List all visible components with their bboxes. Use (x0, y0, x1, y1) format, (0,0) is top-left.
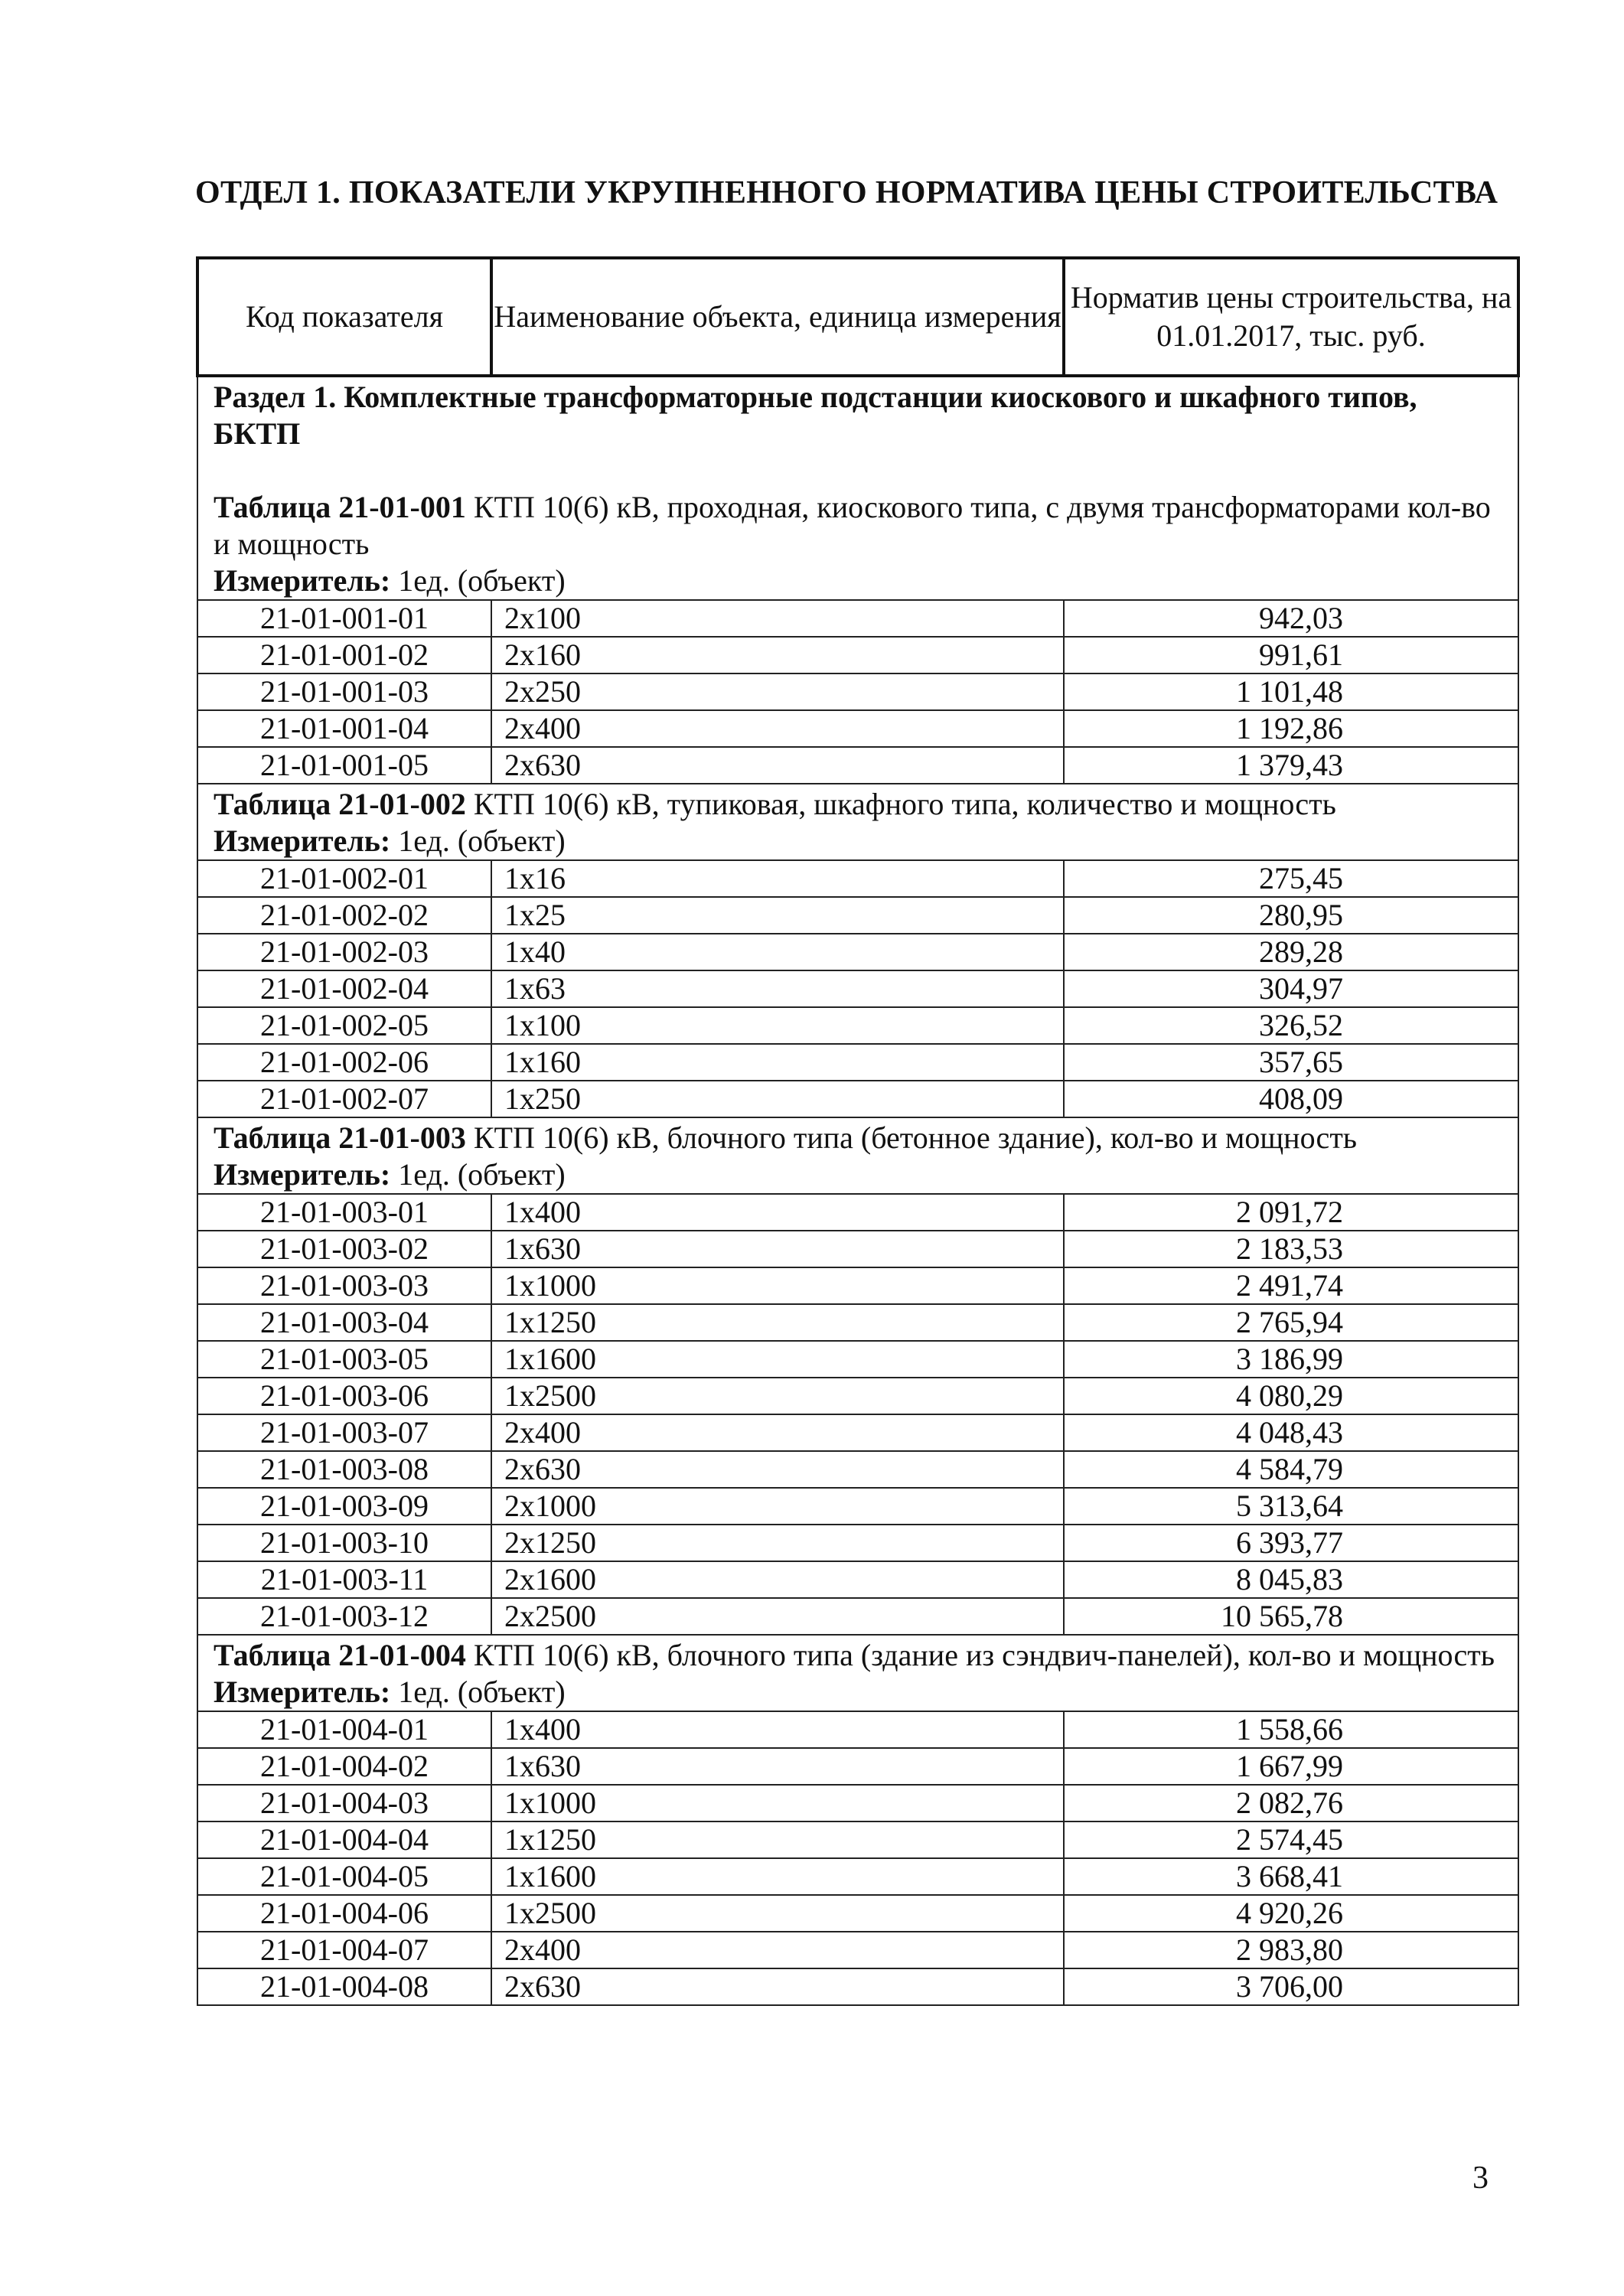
table-row (197, 1267, 1518, 1304)
table-row (197, 1932, 1518, 1968)
row-code: 21-01-002-03 (197, 934, 491, 970)
table-code: Таблица 21-01-003 (214, 1120, 466, 1155)
row-price: 2 491,74 (1064, 1267, 1518, 1304)
row-price: 280,95 (1064, 897, 1518, 934)
row-price: 8 045,83 (1064, 1561, 1518, 1598)
row-name: 1х25 (491, 897, 1064, 934)
table-row (197, 1785, 1518, 1821)
row-price: 2 082,76 (1064, 1785, 1518, 1821)
row-name: 1х1000 (491, 1785, 1064, 1821)
row-code: 21-01-003-06 (197, 1378, 491, 1414)
row-name: 1х160 (491, 1044, 1064, 1081)
row-name: 2х400 (491, 710, 1064, 747)
row-price: 991,61 (1064, 637, 1518, 673)
row-code: 21-01-003-03 (197, 1267, 491, 1304)
row-name: 1х40 (491, 934, 1064, 970)
table-row (197, 1821, 1518, 1858)
table-code: Таблица 21-01-004 (214, 1638, 466, 1672)
page-number: 3 (1472, 2161, 1489, 2196)
section-heading: Раздел 1. Комплектные трансформаторные подстанции киоскового и шкафного типов, БКТП (214, 380, 1417, 451)
row-code: 21-01-003-01 (197, 1194, 491, 1231)
row-name: 2х400 (491, 1414, 1064, 1451)
table-header-row (197, 258, 1518, 376)
row-name: 1х2500 (491, 1895, 1064, 1932)
row-code: 21-01-002-06 (197, 1044, 491, 1081)
header-code: Код показателя (197, 258, 491, 376)
row-price: 2 183,53 (1064, 1231, 1518, 1267)
row-price: 408,09 (1064, 1081, 1518, 1117)
spacer (214, 452, 1507, 489)
table-info-cell (197, 376, 1518, 600)
row-price: 1 667,99 (1064, 1748, 1518, 1785)
table-meter (214, 823, 1507, 859)
row-code: 21-01-003-09 (197, 1488, 491, 1525)
row-price: 2 091,72 (1064, 1194, 1518, 1231)
row-code: 21-01-004-01 (197, 1711, 491, 1748)
row-price: 3 668,41 (1064, 1858, 1518, 1895)
table-row (197, 1378, 1518, 1414)
table-row (197, 1968, 1518, 2005)
table-description: КТП 10(6) кВ, блочного типа (здание из сэндвич-панелей), кол-во и мощность (473, 1638, 1495, 1672)
table-meter (214, 563, 1507, 599)
row-code: 21-01-001-02 (197, 637, 491, 673)
row-name: 2х1600 (491, 1561, 1064, 1598)
table-row (197, 1414, 1518, 1451)
table-row (197, 673, 1518, 710)
table-info-cell (197, 1117, 1518, 1194)
row-name: 1х1000 (491, 1267, 1064, 1304)
table-meter (214, 1674, 1507, 1711)
row-name: 2х160 (491, 637, 1064, 673)
row-name: 1х16 (491, 860, 1064, 897)
row-price: 2 983,80 (1064, 1932, 1518, 1968)
row-code: 21-01-001-03 (197, 673, 491, 710)
row-price: 4 920,26 (1064, 1895, 1518, 1932)
table-description: КТП 10(6) кВ, блочного типа (бетонное здание), кол-во и мощность (473, 1120, 1358, 1155)
row-price: 1 101,48 (1064, 673, 1518, 710)
row-price: 2 574,45 (1064, 1821, 1518, 1858)
row-name: 1х1250 (491, 1821, 1064, 1858)
row-code: 21-01-002-02 (197, 897, 491, 934)
table-row (197, 1081, 1518, 1117)
row-name: 2х100 (491, 600, 1064, 637)
row-name: 2х630 (491, 1451, 1064, 1488)
row-code: 21-01-003-07 (197, 1414, 491, 1451)
row-price: 289,28 (1064, 934, 1518, 970)
row-price: 3 706,00 (1064, 1968, 1518, 2005)
row-name: 2х1250 (491, 1525, 1064, 1561)
table-caption (214, 1120, 1507, 1156)
table-code: Таблица 21-01-001 (214, 490, 466, 524)
row-name: 2х630 (491, 747, 1064, 784)
row-code: 21-01-004-05 (197, 1858, 491, 1895)
table-caption (214, 489, 1507, 563)
row-price: 1 379,43 (1064, 747, 1518, 784)
page-title: ОТДЕЛ 1. ПОКАЗАТЕЛИ УКРУПНЕННОГО НОРМАТИВА ЦЕНЫ СТРОИТЕЛЬСТВА (195, 175, 1498, 210)
table-row (197, 1304, 1518, 1341)
meter-value: 1ед. (объект) (398, 1675, 566, 1709)
table-row (197, 1451, 1518, 1488)
row-price: 942,03 (1064, 600, 1518, 637)
row-name: 1х400 (491, 1194, 1064, 1231)
row-code: 21-01-004-07 (197, 1932, 491, 1968)
table-description: КТП 10(6) кВ, тупиковая, шкафного типа, количество и мощность (473, 787, 1336, 821)
table-code: Таблица 21-01-002 (214, 787, 466, 821)
row-code: 21-01-001-04 (197, 710, 491, 747)
price-table (196, 256, 1520, 2006)
header-name: Наименование объекта, единица измерения (491, 258, 1064, 376)
row-name: 1х1250 (491, 1304, 1064, 1341)
row-price: 1 192,86 (1064, 710, 1518, 747)
table-info-cell (197, 1635, 1518, 1711)
table-description: КТП 10(6) кВ, проходная, киоскового типа, с двумя трансформаторами кол-во и мощность (214, 490, 1491, 561)
row-price: 326,52 (1064, 1007, 1518, 1044)
row-code: 21-01-003-08 (197, 1451, 491, 1488)
table-row (197, 1194, 1518, 1231)
row-code: 21-01-003-11 (197, 1561, 491, 1598)
row-name: 1х250 (491, 1081, 1064, 1117)
table-row (197, 1231, 1518, 1267)
row-price: 357,65 (1064, 1044, 1518, 1081)
table-row (197, 747, 1518, 784)
meter-value: 1ед. (объект) (398, 1157, 566, 1192)
row-price: 275,45 (1064, 860, 1518, 897)
row-name: 1х400 (491, 1711, 1064, 1748)
row-code: 21-01-004-08 (197, 1968, 491, 2005)
meter-label: Измеритель: (214, 563, 391, 598)
row-name: 2х630 (491, 1968, 1064, 2005)
table-meter (214, 1156, 1507, 1193)
row-name: 1х630 (491, 1231, 1064, 1267)
row-name: 1х2500 (491, 1378, 1064, 1414)
table-row (197, 1341, 1518, 1378)
row-name: 1х100 (491, 1007, 1064, 1044)
table-info-row (197, 376, 1518, 600)
row-price: 4 080,29 (1064, 1378, 1518, 1414)
row-code: 21-01-003-12 (197, 1598, 491, 1635)
price-table-body (197, 258, 1518, 2005)
row-price: 6 393,77 (1064, 1525, 1518, 1561)
table-row (197, 1525, 1518, 1561)
table-info-cell (197, 784, 1518, 860)
row-price: 304,97 (1064, 970, 1518, 1007)
row-name: 2х400 (491, 1932, 1064, 1968)
row-name: 2х1000 (491, 1488, 1064, 1525)
table-row (197, 710, 1518, 747)
row-code: 21-01-003-10 (197, 1525, 491, 1561)
row-name: 1х630 (491, 1748, 1064, 1785)
row-code: 21-01-004-06 (197, 1895, 491, 1932)
table-row (197, 1895, 1518, 1932)
table-info-row (197, 1117, 1518, 1194)
table-row (197, 600, 1518, 637)
table-row (197, 1858, 1518, 1895)
table-row (197, 897, 1518, 934)
table-row (197, 1748, 1518, 1785)
table-row (197, 1007, 1518, 1044)
table-caption (214, 786, 1507, 823)
table-info-row (197, 784, 1518, 860)
meter-label: Измеритель: (214, 1675, 391, 1709)
table-row (197, 1044, 1518, 1081)
row-code: 21-01-004-02 (197, 1748, 491, 1785)
table-row (197, 970, 1518, 1007)
row-name: 1х1600 (491, 1341, 1064, 1378)
row-code: 21-01-002-01 (197, 860, 491, 897)
row-price: 3 186,99 (1064, 1341, 1518, 1378)
meter-label: Измеритель: (214, 1157, 391, 1192)
row-code: 21-01-001-01 (197, 600, 491, 637)
row-code: 21-01-002-04 (197, 970, 491, 1007)
table-row (197, 1598, 1518, 1635)
table-info-row (197, 1635, 1518, 1711)
row-price: 1 558,66 (1064, 1711, 1518, 1748)
row-price: 10 565,78 (1064, 1598, 1518, 1635)
table-row (197, 1561, 1518, 1598)
row-code: 21-01-004-03 (197, 1785, 491, 1821)
row-code: 21-01-002-07 (197, 1081, 491, 1117)
meter-value: 1ед. (объект) (398, 823, 566, 858)
row-price: 2 765,94 (1064, 1304, 1518, 1341)
table-caption (214, 1637, 1507, 1674)
row-code: 21-01-001-05 (197, 747, 491, 784)
table-row (197, 1488, 1518, 1525)
row-name: 1х1600 (491, 1858, 1064, 1895)
row-code: 21-01-003-02 (197, 1231, 491, 1267)
table-row (197, 934, 1518, 970)
meter-label: Измеритель: (214, 823, 391, 858)
row-name: 1х63 (491, 970, 1064, 1007)
meter-value: 1ед. (объект) (398, 563, 566, 598)
row-code: 21-01-003-04 (197, 1304, 491, 1341)
table-row (197, 1711, 1518, 1748)
table-row (197, 637, 1518, 673)
row-name: 2х250 (491, 673, 1064, 710)
row-code: 21-01-004-04 (197, 1821, 491, 1858)
row-price: 5 313,64 (1064, 1488, 1518, 1525)
header-price: Норматив цены строительства, на 01.01.2017, тыс. руб. (1064, 258, 1518, 376)
row-code: 21-01-002-05 (197, 1007, 491, 1044)
row-name: 2х2500 (491, 1598, 1064, 1635)
row-price: 4 048,43 (1064, 1414, 1518, 1451)
row-price: 4 584,79 (1064, 1451, 1518, 1488)
table-row (197, 860, 1518, 897)
row-code: 21-01-003-05 (197, 1341, 491, 1378)
